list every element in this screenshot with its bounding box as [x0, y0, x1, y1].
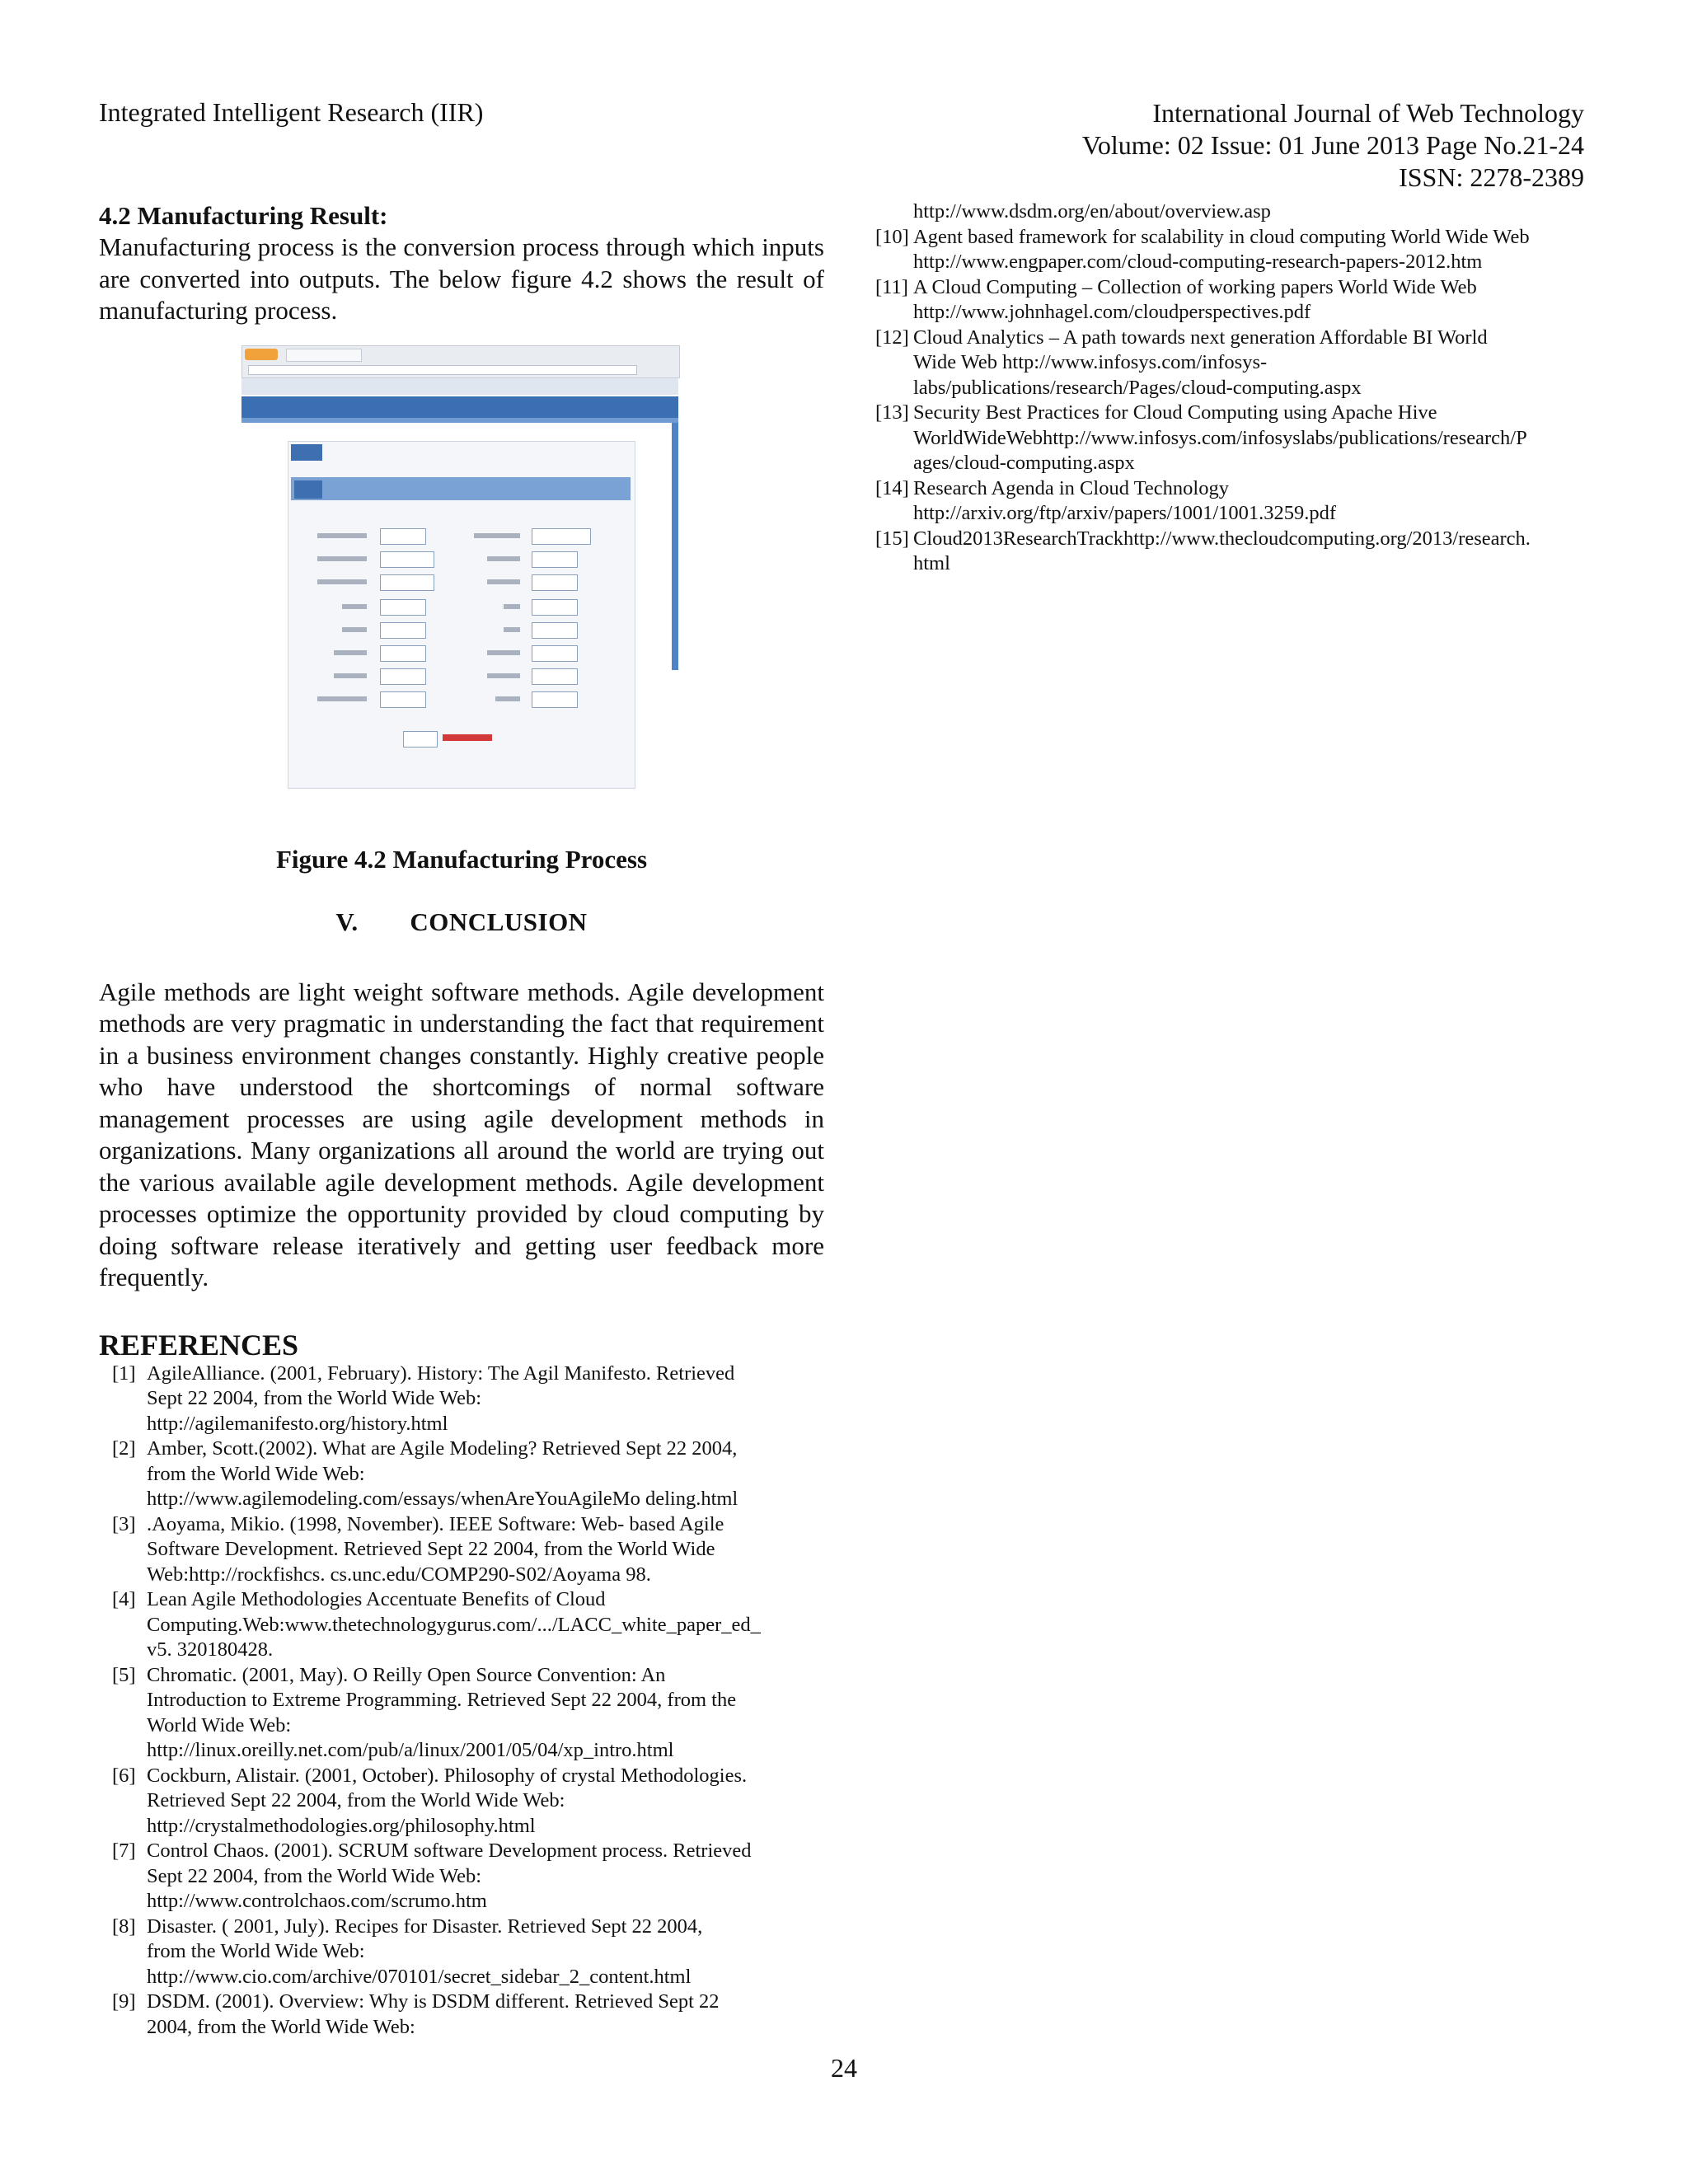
reference-item: [13] Security Best Practices for Cloud Computing using Apache Hive WorldWideWebhttp://www.infosys.com/infosyslabs/publications/research/P ages/cloud-computing.aspx [875, 401, 1527, 474]
reference-item: [4] Lean Agile Methodologies Accentuate Benefits of Cloud Computing.Web:www.thetechnologygurus.com/.../LACC_white_paper_ed_ v5. 320180428. [112, 1588, 761, 1661]
section-title-4-2: 4.2 Manufacturing Result: [99, 201, 388, 230]
issn: ISSN: 2278-2389 [1399, 162, 1584, 192]
reference-item: [6] Cockburn, Alistair. (2001, October). Philosophy of crystal Methodologies. Retrieved Sept 22 2004, from the World Wide Web: http://crystalmethodologies.org/philosophy.html [112, 1764, 748, 1837]
references-list-left [99, 1361, 824, 2041]
reference-item: [1] AgileAlliance. (2001, February). History: The Agil Manifesto. Retrieved Sept 22 2004, from the World Wide Web: http://agilemanifesto.org/history.html [112, 1361, 735, 1435]
running-header-right [1082, 97, 1584, 194]
reference-item: [2] Amber, Scott.(2002). What are Agile Modeling? Retrieved Sept 22 2004, from the World Wide Web: http://www.agilemodeling.com/essays/whenAreYouAgileMo deling.html [112, 1437, 738, 1510]
running-header-left: Integrated Intelligent Research (IIR) [99, 97, 484, 127]
reference-continuation: http://www.dsdm.org/en/about/overview.asp [913, 200, 1271, 223]
reference-item: [5] Chromatic. (2001, May). O Reilly Open Source Convention: An Introduction to Extreme Programming. Retrieved Sept 22 2004, from the World Wide Web: http://linux.oreilly.net.com/pub/a/linux/2001/05/04/xp_intro.html [112, 1663, 737, 1761]
right-column [875, 199, 1592, 577]
reference-item: [9] DSDM. (2001). Overview: Why is DSDM different. Retrieved Sept 22 2004, from the World Wide Web: [112, 1990, 720, 2038]
reference-item: [10] Agent based framework for scalability in cloud computing World Wide Web http://www.engpaper.com/cloud-computing-research-papers-2012.htm [875, 225, 1530, 273]
section-4-2-body: Manufacturing process is the conversion process through which inputs are converted into outputs. The below figure 4.2 shows the result of manufacturing process. [99, 232, 824, 325]
page-number: 24 [831, 2053, 857, 2083]
reference-item: [3] .Aoyama, Mikio. (1998, November). IEEE Software: Web- based Agile Software Development. Retrieved Sept 22 2004, from the World Wide Web:http://rockfishcs. cs.unc.edu/COMP290-S02/Aoyama 98. [112, 1512, 724, 1586]
left-column [99, 200, 824, 2040]
references-title: REFERENCES [99, 1328, 299, 1361]
conclusion-heading [99, 907, 824, 937]
figure-manufacturing-screenshot [241, 345, 777, 790]
conclusion-title: CONCLUSION [410, 907, 588, 936]
conclusion-body: Agile methods are light weight software methods. Agile development methods are very pragmatic in understanding the fact that requirement in a business environment changes constantly. Highly creative people who have understood the shortcomings of normal software management processes are using agile development methods in organizations. Many organizations all around the world are trying out the various available agile development methods. Agile development processes optimize the opportunity provided by cloud computing by doing software release iteratively and getting user feedback more frequently. [99, 977, 824, 1291]
reference-item: [11] A Cloud Computing – Collection of working papers World Wide Web http://www.johnhagel.com/cloudperspectives.pdf [875, 275, 1477, 323]
journal-name: International Journal of Web Technology [1152, 98, 1584, 128]
reference-item: [14] Research Agenda in Cloud Technology http://arxiv.org/ftp/arxiv/papers/1001/1001.3259.pdf [875, 476, 1337, 524]
conclusion-number: V. [335, 907, 359, 936]
volume-issue: Volume: 02 Issue: 01 June 2013 Page No.21-24 [1081, 130, 1584, 160]
figure-caption: Figure 4.2 Manufacturing Process [275, 844, 648, 874]
reference-item: [12] Cloud Analytics – A path towards next generation Affordable BI World Wide Web http://www.infosys.com/infosys- labs/publications/research/Pages/cloud-computing.aspx [875, 326, 1488, 399]
reference-item: [15] Cloud2013ResearchTrackhttp://www.thecloudcomputing.org/2013/research. html [875, 527, 1531, 574]
reference-item: [8] Disaster. ( 2001, July). Recipes for Disaster. Retrieved Sept 22 2004, from the World Wide Web: http://www.cio.com/archive/070101/secret_sidebar_2_content.html [112, 1915, 703, 1988]
reference-item: [7] Control Chaos. (2001). SCRUM software Development process. Retrieved Sept 22 2004, from the World Wide Web: http://www.controlchaos.com/scrumo.htm [112, 1840, 752, 1912]
